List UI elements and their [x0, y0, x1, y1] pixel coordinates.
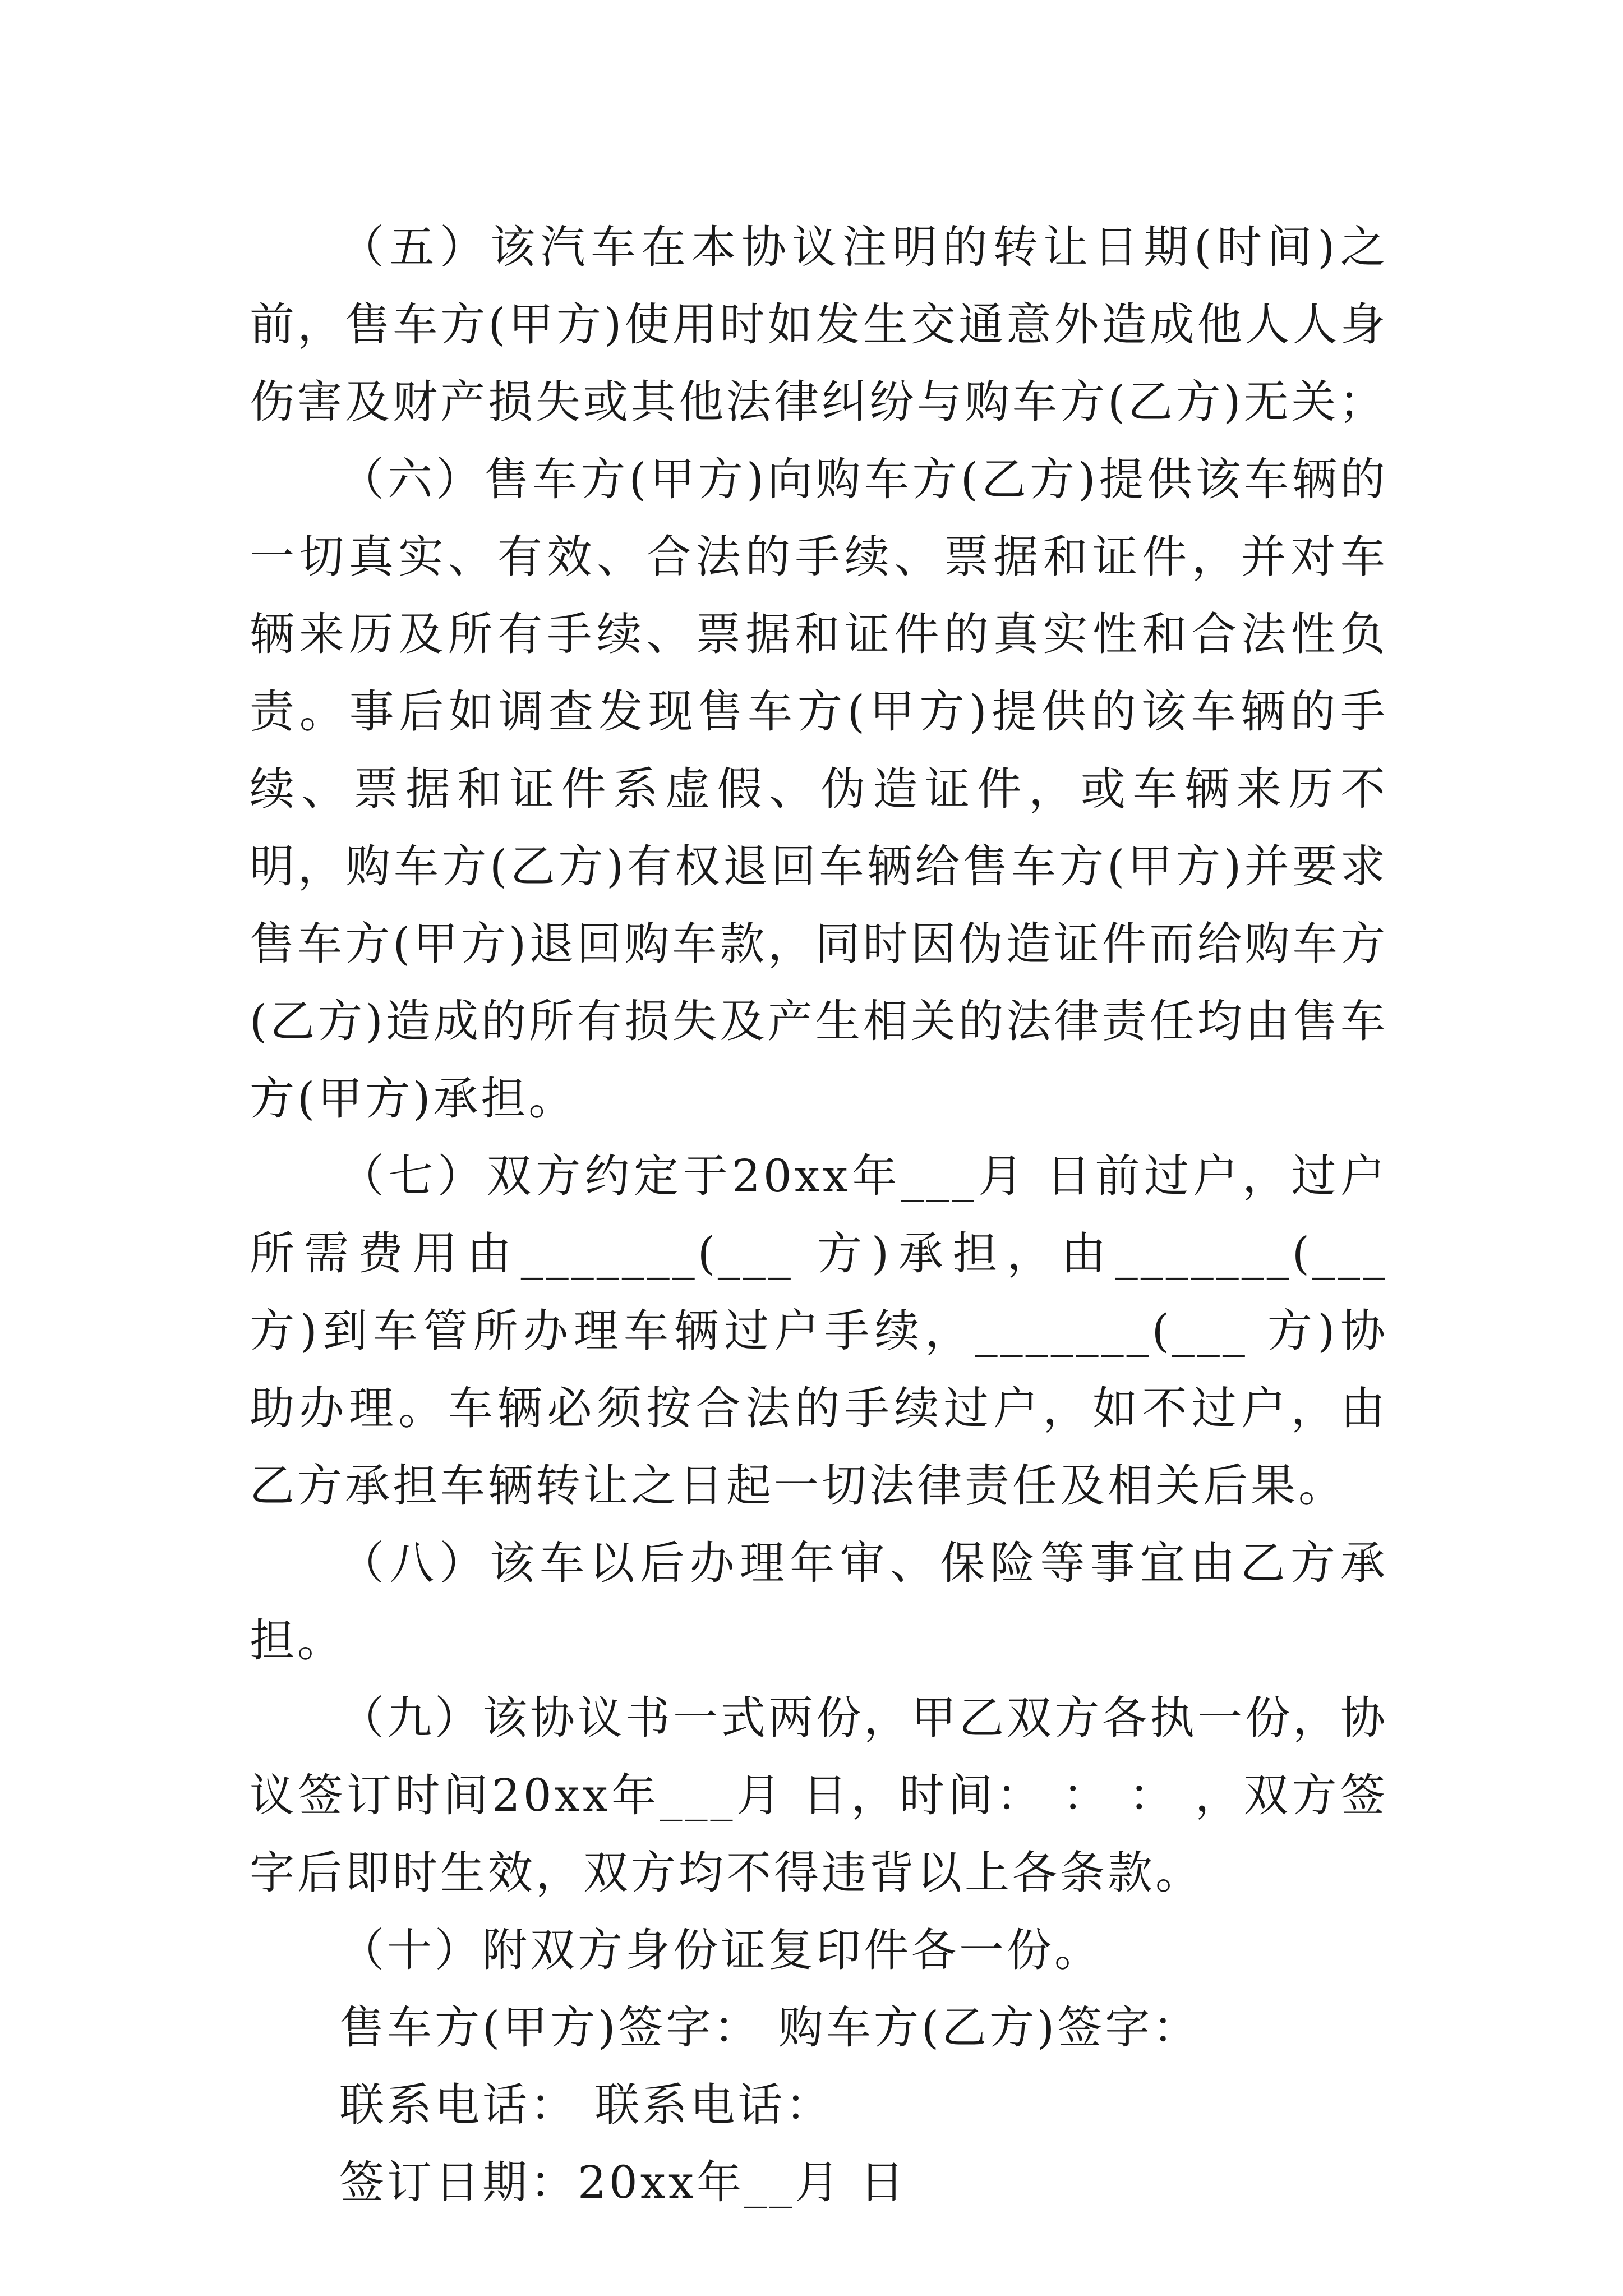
clause-5: （五）该汽车在本协议注明的转让日期(时间)之前，售车方(甲方)使用时如发生交通意外造成他人人身伤害及财产损失或其他法律纠纷与购车方(乙方)无关；: [250, 221, 1388, 428]
contact-phone-line: 联系电话： 联系电话：: [339, 2079, 833, 2131]
signing-date-line: 签订日期：20xx年__月 日: [339, 2156, 907, 2208]
signature-line: 售车方(甲方)签字： 购车方(乙方)签字：: [339, 2001, 1201, 2054]
document-body: [250, 209, 1388, 2221]
clause-8: （八）该车以后办理年审、保险等事宜由乙方承担。: [250, 1537, 1388, 1667]
clause-10: （十）附双方身份证复印件各一份。: [339, 1924, 1102, 1976]
clause-9: （九）该协议书一式两份，甲乙双方各执一份，协议签订时间20xx年___月 日，时间： ： ： ，双方签字后即时生效，双方均不得违背以上各条款。: [250, 1692, 1388, 1899]
clause-6: （六）售车方(甲方)向购车方(乙方)提供该车辆的一切真实、有效、合法的手续、票据和证件，并对车辆来历及所有手续、票据和证件的真实性和合法性负责。事后如调查发现售车方(甲方)提供的该车辆的手续、票据和证件系虚假、伪造证件，或车辆来历不明，购车方(乙方)有权退回车辆给售车方(甲方)并要求售车方(甲方)退回购车款，同时因伪造证件而给购车方(乙方)造成的所有损失及产生相关的法律责任均由售车方(甲方)承担。: [250, 453, 1388, 1125]
clause-7: （七）双方约定于20xx年___月 日前过户，过户所需费用由_______(___ 方)承担，由_______(___ 方)到车管所办理车辆过户手续，_______(___ 方)协助办理。车辆必须按合法的手续过户，如不过户，由乙方承担车辆转让之日起一切法律责任及相关后果。: [250, 1150, 1388, 1512]
